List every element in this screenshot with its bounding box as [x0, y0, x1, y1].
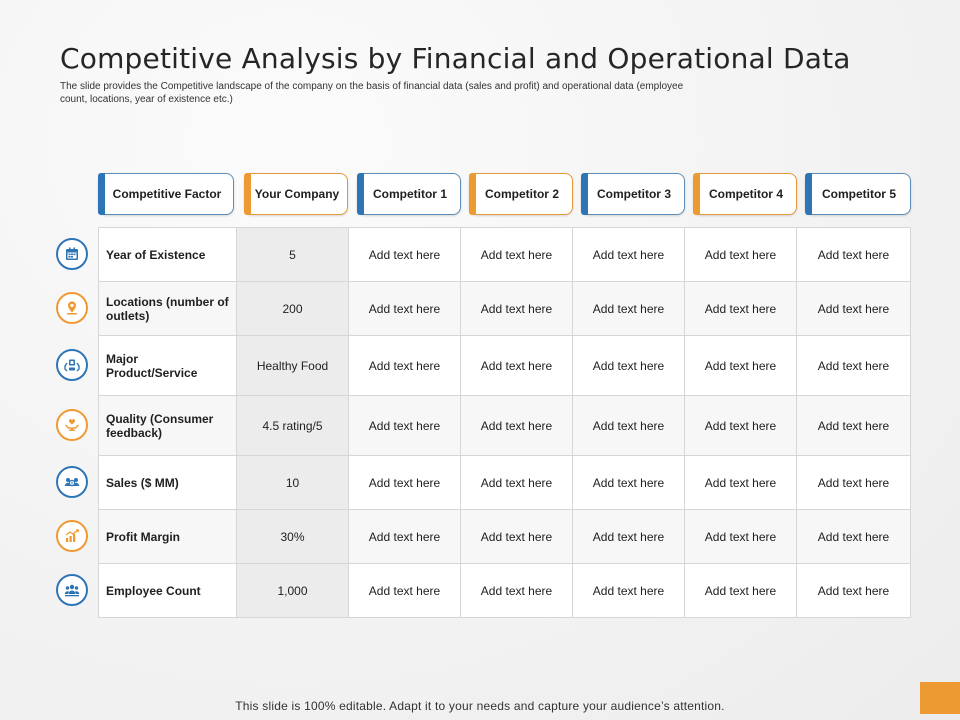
header-competitive-factor: Competitive Factor	[98, 173, 234, 215]
table-row	[99, 282, 911, 336]
competitor-5-cell: Add text here	[797, 564, 911, 618]
column-headers	[98, 173, 912, 217]
competitor-2-cell: Add text here	[461, 510, 573, 564]
table-row	[99, 228, 911, 282]
header-competitor-5: Competitor 5	[805, 173, 911, 215]
competitor-4-cell: Add text here	[685, 396, 797, 456]
slide-subtitle: The slide provides the Competitive landscape of the company on the basis of financial data (sales and profit) and operational data (employee count, locations, year of existence etc.)	[60, 81, 684, 105]
competitor-4-cell: Add text here	[685, 510, 797, 564]
your-company-cell: 5	[237, 228, 349, 282]
competitor-4-cell: Add text here	[685, 564, 797, 618]
growth-chart-icon	[56, 520, 88, 552]
your-company-cell: 30%	[237, 510, 349, 564]
competitor-5-cell: Add text here	[797, 336, 911, 396]
competitor-3-cell: Add text here	[573, 282, 685, 336]
factor-cell: Employee Count	[99, 564, 237, 618]
competitor-3-cell: Add text here	[573, 456, 685, 510]
header-competitor-3: Competitor 3	[581, 173, 685, 215]
your-company-cell: 200	[237, 282, 349, 336]
competitor-5-cell: Add text here	[797, 396, 911, 456]
factor-cell: Profit Margin	[99, 510, 237, 564]
competitor-5-cell: Add text here	[797, 510, 911, 564]
competitor-1-cell: Add text here	[349, 510, 461, 564]
competitor-5-cell: Add text here	[797, 282, 911, 336]
your-company-cell: Healthy Food	[237, 336, 349, 396]
competitor-3-cell: Add text here	[573, 510, 685, 564]
header-your-company: Your Company	[244, 173, 348, 215]
table-row	[99, 510, 911, 564]
product-box-icon	[56, 349, 88, 381]
table-row	[99, 456, 911, 510]
table-row	[99, 564, 911, 618]
competitor-1-cell: Add text here	[349, 396, 461, 456]
competitor-1-cell: Add text here	[349, 228, 461, 282]
table-row	[99, 336, 911, 396]
competitor-3-cell: Add text here	[573, 564, 685, 618]
your-company-cell: 4.5 rating/5	[237, 396, 349, 456]
competitor-2-cell: Add text here	[461, 456, 573, 510]
hand-heart-icon	[56, 409, 88, 441]
factor-cell: Sales ($ MM)	[99, 456, 237, 510]
competitor-2-cell: Add text here	[461, 396, 573, 456]
competitor-4-cell: Add text here	[685, 336, 797, 396]
competitor-2-cell: Add text here	[461, 336, 573, 396]
competitor-3-cell: Add text here	[573, 396, 685, 456]
competitor-3-cell: Add text here	[573, 228, 685, 282]
competitor-5-cell: Add text here	[797, 456, 911, 510]
competitor-1-cell: Add text here	[349, 564, 461, 618]
competitor-2-cell: Add text here	[461, 228, 573, 282]
header-competitor-4: Competitor 4	[693, 173, 797, 215]
competitor-5-cell: Add text here	[797, 228, 911, 282]
header-competitor-1: Competitor 1	[357, 173, 461, 215]
comparison-table	[98, 227, 911, 618]
competitor-4-cell: Add text here	[685, 228, 797, 282]
header-competitor-2: Competitor 2	[469, 173, 573, 215]
footer-note: This slide is 100% editable. Adapt it to your needs and capture your audience’s attention.	[235, 699, 725, 713]
your-company-cell: 1,000	[237, 564, 349, 618]
competitor-3-cell: Add text here	[573, 336, 685, 396]
team-icon	[56, 574, 88, 606]
competitor-2-cell: Add text here	[461, 282, 573, 336]
corner-accent	[920, 682, 960, 714]
competitor-1-cell: Add text here	[349, 336, 461, 396]
factor-cell: Year of Existence	[99, 228, 237, 282]
competitor-2-cell: Add text here	[461, 564, 573, 618]
location-pin-icon	[56, 292, 88, 324]
competitor-1-cell: Add text here	[349, 456, 461, 510]
table-row	[99, 396, 911, 456]
factor-cell: Locations (number of outlets)	[99, 282, 237, 336]
factor-cell: Quality (Consumer feedback)	[99, 396, 237, 456]
slide-title: Competitive Analysis by Financial and Operational Data	[60, 42, 851, 75]
competitor-4-cell: Add text here	[685, 456, 797, 510]
calendar-icon	[56, 238, 88, 270]
competitor-1-cell: Add text here	[349, 282, 461, 336]
people-dollar-icon	[56, 466, 88, 498]
factor-cell: Major Product/Service	[99, 336, 237, 396]
your-company-cell: 10	[237, 456, 349, 510]
competitor-4-cell: Add text here	[685, 282, 797, 336]
